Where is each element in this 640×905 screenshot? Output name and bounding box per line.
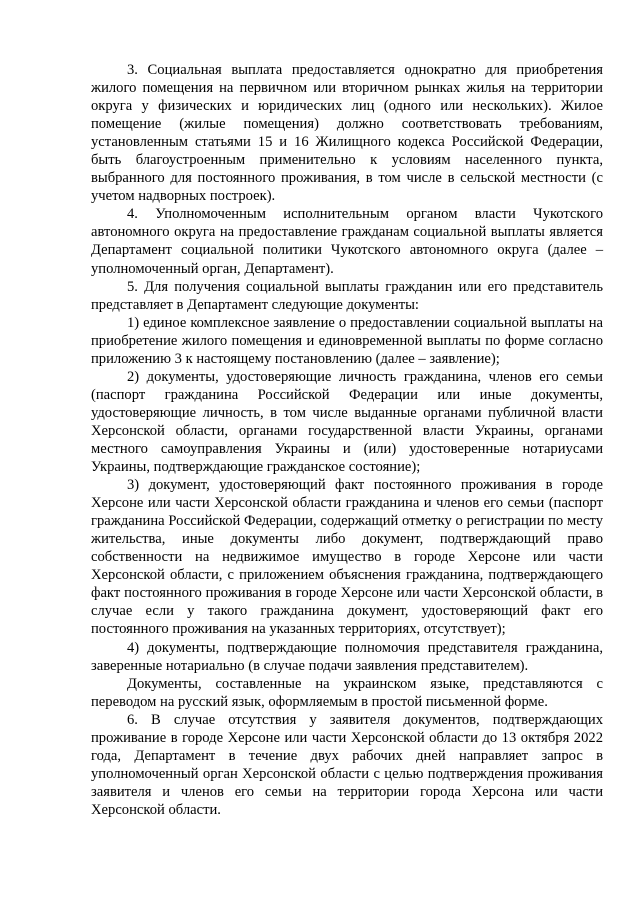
paragraph-4: 4. Уполномоченным исполнительным органом власти Чукотского автономного округа на предоставление гражданам социальной выплаты является Департамент социальной политики Чукотского автономного округа (далее – уполномоченный орган, Департамент). (91, 206, 603, 277)
paragraph-translation-note: Документы, составленные на украинском языке, представляются с переводом на русский язык, оформляемым в простой письменной форме. (91, 675, 603, 710)
list-item-1: 1) единое комплексное заявление о предоставлении социальной выплаты на приобретение жилого помещения и единовременной выплаты по форме согласно приложению 3 к настоящему постановлению (далее – заявление); (91, 314, 603, 367)
list-item-3: 3) документ, удостоверяющий факт постоянного проживания в городе Херсоне или части Херсонской области гражданина и членов его семьи (паспорт гражданина Российской Федерации, содержащий отметку о регистрации по месту жительства, иные документы либо документ, подтверждающий право собственности на недвижимое имущество в городе Херсоне или части Херсонской области, с приложением объяснения гражданина, подтверждающего факт постоянного проживания в городе Херсоне или части Херсонской области, в случае если у такого гражданина документ, удостоверяющий факт его постоянного проживания на указанных территориях, отсутствует); (91, 477, 603, 638)
document-page (91, 61, 603, 819)
list-item-4: 4) документы, подтверждающие полномочия представителя гражданина, заверенные нотариально (в случае подачи заявления представителем). (91, 639, 603, 674)
list-item-2: 2) документы, удостоверяющие личность гражданина, членов его семьи (паспорт гражданина Российской Федерации или иные документы, удостоверяющие личность, в том числе выданные органами публичной власти Херсонской области, органами государственной власти Украины, органами местного самоуправления Украины и (или) удостоверенные нотариусами Украины, подтверждающие гражданское состояние); (91, 368, 603, 476)
paragraph-6: 6. В случае отсутствия у заявителя документов, подтверждающих проживание в городе Херсоне или части Херсонской области до 13 октября 2022 года, Департамент в течение двух рабочих дней направляет запрос в уполномоченный орган Херсонской области с целью подтверждения проживания заявителя и членов его семьи на территории города Херсона или части Херсонской области. (91, 711, 603, 818)
paragraph-5: 5. Для получения социальной выплаты гражданин или его представитель представляет в Департамент следующие документы: (91, 278, 603, 313)
paragraph-3: 3. Социальная выплата предоставляется однократно для приобретения жилого помещения на первичном или вторичном рынках жилья на территории округа у физических и юридических лиц (одного или нескольких). Жилое помещение (жилые помещения) должно соответствовать требованиям, установленным статьями 15 и 16 Жилищного кодекса Российской Федерации, быть благоустроенным применительно к условиям населенного пункта, выбранного для постоянного проживания, в том числе в сельской местности (с учетом надворных построек). (91, 62, 603, 205)
